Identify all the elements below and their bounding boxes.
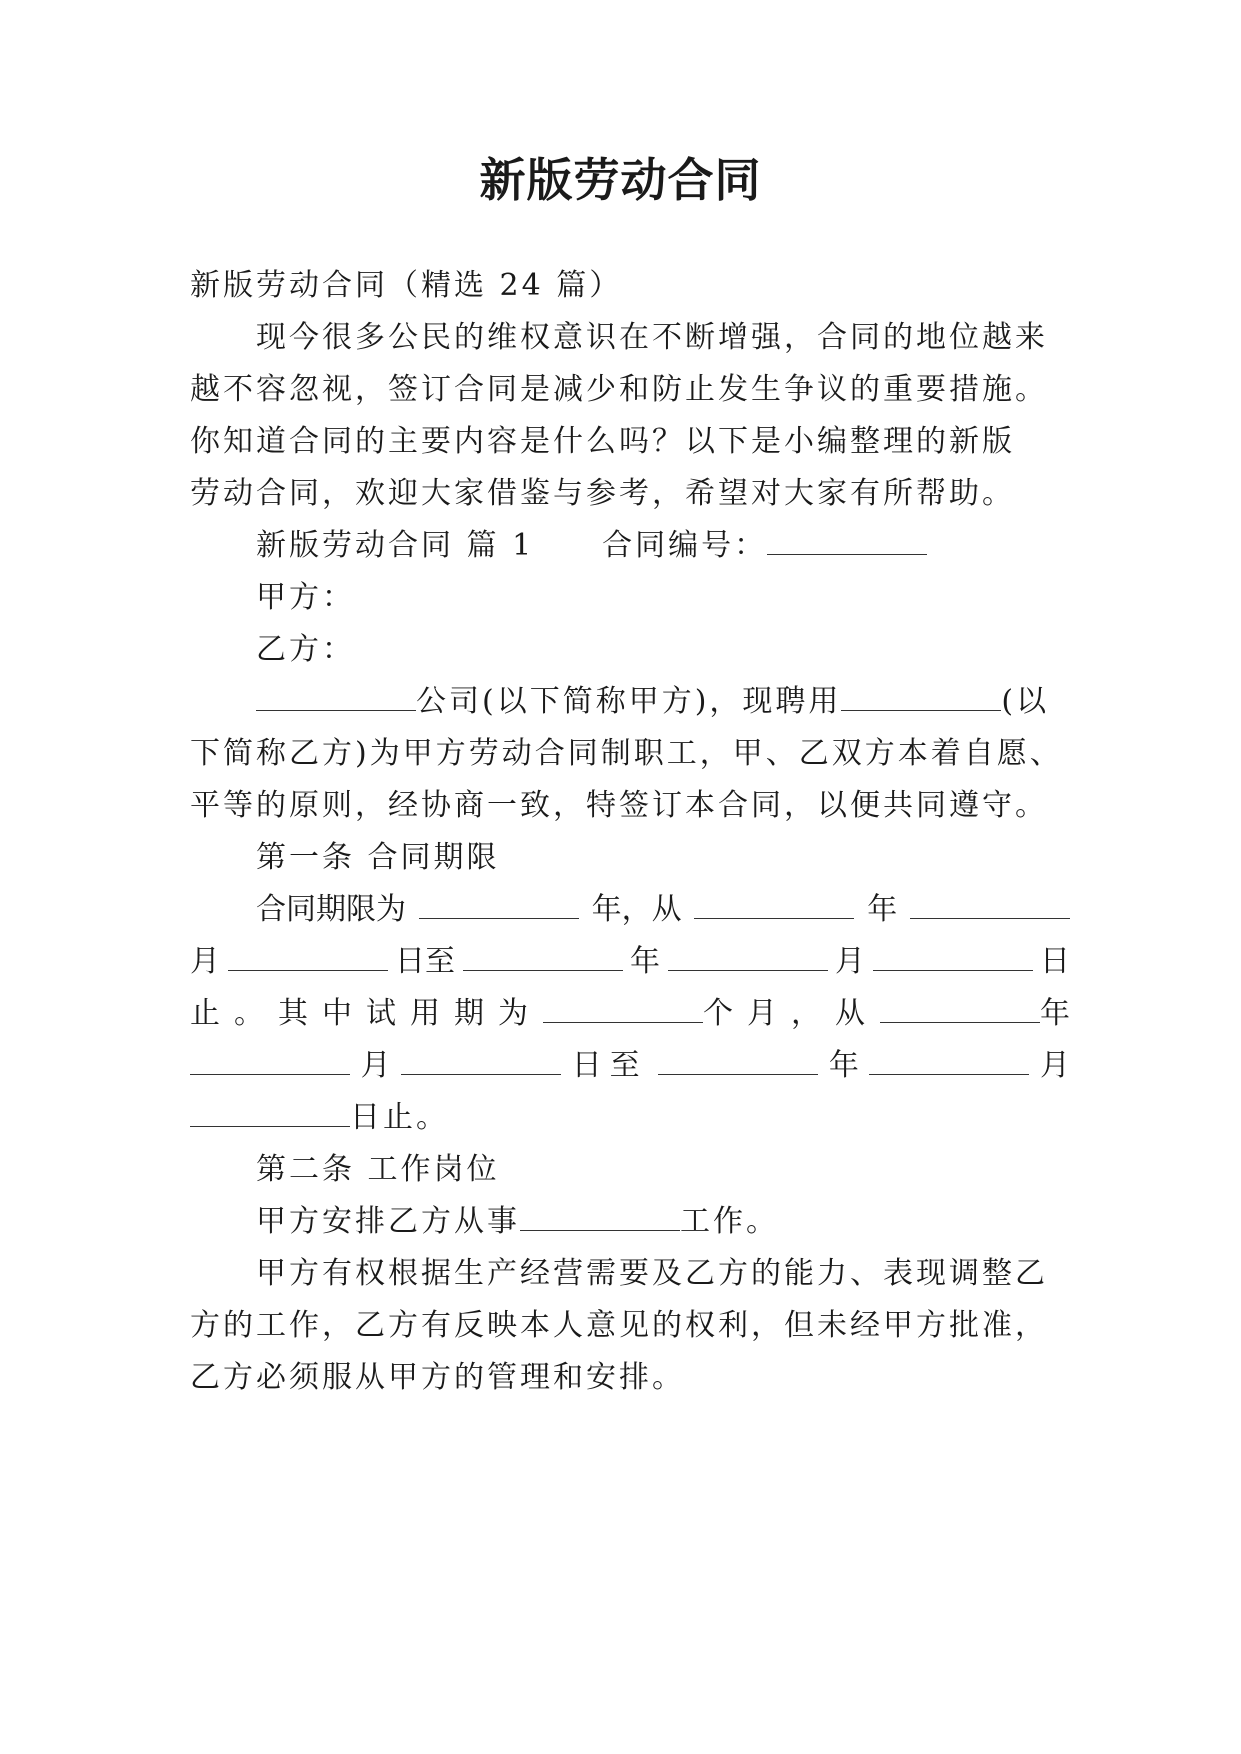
article-2-line-1: 甲方有权根据生产经营需要及乙方的能力、表现调整乙 [256, 1256, 1048, 1291]
start-month-blank [910, 890, 1070, 919]
company-blank [256, 682, 416, 711]
term-line-2 [190, 942, 1070, 982]
article-1-heading: 第一条 合同期限 [256, 840, 500, 875]
end-year-blank [463, 942, 623, 971]
intro-line-4: 劳动合同，欢迎大家借鉴与参考，希望对大家有所帮助。 [190, 476, 1015, 511]
party-a-label: 甲方： [256, 580, 355, 615]
term-text: 年 [828, 1048, 859, 1083]
job-text: 甲方安排乙方从事 [256, 1204, 520, 1239]
term-text: 月 [835, 944, 865, 979]
probation-start-day-blank [401, 1046, 561, 1075]
term-text: 日至 [395, 944, 455, 979]
article-2-line-3: 乙方必须服从甲方的管理和安排。 [190, 1360, 685, 1395]
intro-line-2: 越不容忽视，签订合同是减少和防止发生争议的重要措施。 [190, 372, 1048, 407]
job-assignment-line [256, 1202, 1070, 1242]
start-year-blank [694, 890, 854, 919]
term-text: 年 [1040, 996, 1070, 1031]
preamble-line-2: 下简称乙方)为甲方劳动合同制职工，甲、乙双方本着自愿、 [190, 736, 1063, 771]
article-2-line-2: 方的工作，乙方有反映本人意见的权利，但未经甲方批准， [190, 1308, 1048, 1343]
preamble-line-3: 平等的原则，经协商一致，特签订本合同，以便共同遵守。 [190, 788, 1048, 823]
term-text: 月 [190, 944, 220, 979]
preamble-text-1: 公司(以下简称甲方)，现聘用 [416, 684, 842, 719]
contract-number-label: 合同编号： [602, 528, 768, 563]
term-text: 止。其中试用期为 [190, 996, 542, 1031]
term-text: 年 [867, 892, 898, 927]
term-text: 日至 [571, 1048, 648, 1083]
term-years-blank [419, 890, 579, 919]
probation-start-month-blank [190, 1046, 350, 1075]
document-title: 新版劳动合同 [479, 153, 762, 207]
term-text: 年，从 [591, 892, 682, 927]
piece-label: 新版劳动合同 篇 1 [256, 528, 535, 563]
term-line-5 [190, 1098, 1070, 1138]
probation-end-year-blank [658, 1046, 818, 1075]
probation-months-blank [543, 994, 703, 1023]
term-text: 年 [630, 944, 660, 979]
contract-piece-line [256, 526, 1070, 566]
intro-line-1: 现今很多公民的维权意识在不断增强，合同的地位越来 [256, 320, 1048, 355]
intro-line-3: 你知道合同的主要内容是什么吗？以下是小编整理的新版 [190, 424, 1015, 459]
probation-start-year-blank [880, 994, 1040, 1023]
subtitle: 新版劳动合同（精选 24 篇） [190, 268, 623, 303]
term-text: 月 [360, 1048, 391, 1083]
probation-end-day-blank [190, 1098, 350, 1127]
end-day-blank [873, 942, 1033, 971]
party-b-label: 乙方： [256, 632, 355, 667]
term-text: 日 [1040, 944, 1070, 979]
contract-number-blank [767, 526, 927, 555]
term-text: 个月，从 [703, 996, 879, 1031]
start-day-blank [228, 942, 388, 971]
term-text: 日止。 [350, 1100, 449, 1135]
term-line-3 [190, 994, 1070, 1034]
article-2-heading: 第二条 工作岗位 [256, 1152, 500, 1187]
term-text: 合同期限为 [256, 892, 406, 927]
preamble-line-1 [256, 682, 1070, 722]
term-line-1 [256, 890, 1070, 930]
probation-end-month-blank [869, 1046, 1029, 1075]
job-text: 工作。 [680, 1204, 779, 1239]
job-blank [520, 1202, 680, 1231]
preamble-text-2: (以 [1001, 684, 1050, 719]
term-line-4 [190, 1046, 1070, 1086]
end-month-blank [668, 942, 828, 971]
employee-blank [841, 682, 1001, 711]
term-text: 月 [1039, 1048, 1070, 1083]
